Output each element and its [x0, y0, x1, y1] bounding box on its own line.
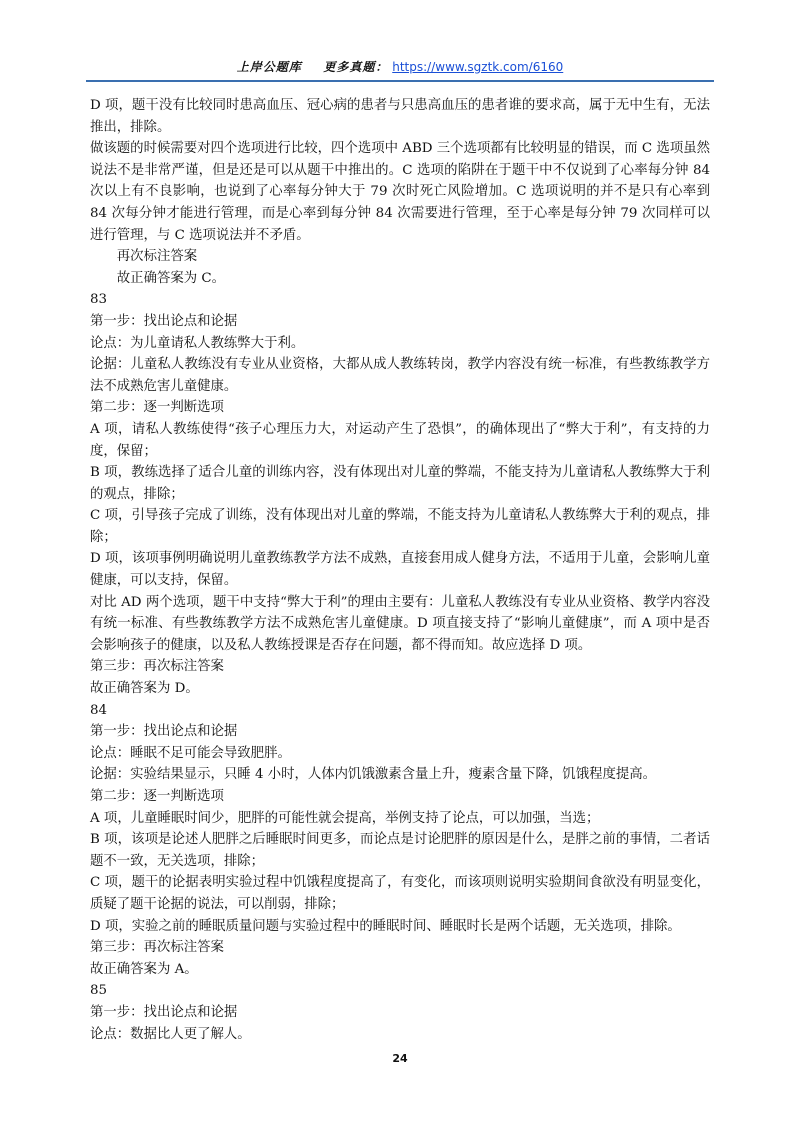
- paragraph: 论点：为儿童请私人教练弊大于利。: [90, 335, 305, 351]
- more-questions-label: 更多真题：: [323, 60, 389, 74]
- paragraph: 论点：数据比人更了解人。: [90, 1026, 251, 1042]
- paragraph: C 项，引导孩子完成了训练，没有体现出对儿童的弊端，不能支持为儿童请私人教练弊大于利的观点，排除；: [90, 508, 710, 545]
- paragraph: A 项，请私人教练使得“孩子心理压力大，对运动产生了恐惧”，的确体现出了“弊大于利”，有支持的力度，保留；: [90, 421, 710, 459]
- paragraph: 84: [90, 702, 108, 718]
- paragraph: 第二步：逐一判断选项: [90, 400, 224, 416]
- paragraph: 第三步：再次标注答案: [90, 659, 224, 675]
- paragraph: 对比 AD 两个选项，题干中支持“弊大于利”的理由主要有：儿童私人教练没有专业从业资格、教学内容没有统一标准、有些教练教学方法不成熟危害儿童健康。D 项直接支持了“影响儿童健康”，而 A 项中是否会影响孩子的健康，以及私人教练授课是否存在问题，都不得而知。故应选择 D 项。: [90, 594, 710, 653]
- document-body: [90, 95, 710, 1045]
- paragraph: 做该题的时候需要对四个选项进行比较，四个选项中 ABD 三个选项都有比较明显的错误，而 C 选项虽然说法不是非常严谨，但是还是可以从题干中推出的。C 选项的陷阱在于题干中不仅说到了心率每分钟 84 次以上有不良影响，也说到了心率每分钟大于 79 次时死亡风险增加。C 选项说明的并不是只有心率到 84 次每分钟才能进行管理，而是心率到每分钟 84 次需要进行管理，至于心率是每分钟 79 次同样可以进行管理，与 C 选项说法并不矛盾。: [90, 141, 710, 243]
- paragraph: D 项，题干没有比较同时患高血压、冠心病的患者与只患高血压的患者谁的要求高，属于无中生有，无法推出，排除。: [90, 98, 710, 135]
- header-link[interactable]: https://www.sgztk.com/6160: [392, 60, 564, 74]
- paragraph: 论据：实验结果显示，只睡 4 小时，人体内饥饿激素含量上升，瘦素含量下降，饥饿程度提高。: [90, 767, 657, 783]
- paragraph: A 项，儿童睡眠时间少，肥胖的可能性就会提高，举例支持了论点，可以加强，当选；: [90, 810, 600, 826]
- paragraph: 第一步：找出论点和论据: [90, 313, 238, 329]
- paragraph: B 项，该项是论述人肥胖之后睡眠时间更多，而论点是讨论肥胖的原因是什么，是胖之前的事情，二者话题不一致，无关选项，排除；: [90, 832, 710, 869]
- paragraph: 故正确答案为 A。: [90, 961, 198, 977]
- paragraph: 第二步：逐一判断选项: [90, 789, 224, 804]
- paragraph: 第一步：找出论点和论据: [90, 1004, 238, 1020]
- brand-name: 上岸公题库: [236, 60, 302, 74]
- paragraph: 故正确答案为 C。: [116, 270, 226, 286]
- paragraph: B 项，教练选择了适合儿童的训练内容，没有体现出对儿童的弊端，不能支持为儿童请私人教练弊大于利的观点，排除；: [90, 465, 710, 502]
- paragraph: D 项，实验之前的睡眠质量问题与实验过程中的睡眠时间、睡眠时长是两个话题，无关选项，排除。: [90, 918, 681, 934]
- paragraph: D 项，该项事例明确说明儿童教练教学方法不成熟，直接套用成人健身方法，不适用于儿童，会影响儿童健康，可以支持，保留。: [90, 551, 710, 589]
- paragraph: C 项，题干的论据表明实验过程中饥饿程度提高了，有变化，而该项则说明实验期间食欲没有明显变化，质疑了题干论据的说法，可以削弱，排除；: [90, 875, 710, 912]
- paragraph: 第三步：再次标注答案: [90, 940, 224, 956]
- paragraph: 论点：睡眠不足可能会导致肥胖。: [90, 745, 291, 761]
- paragraph: 83: [90, 292, 108, 308]
- paragraph: 第一步：找出论点和论据: [90, 724, 238, 740]
- paragraph: 85: [90, 983, 108, 999]
- paragraph: 故正确答案为 D。: [90, 681, 199, 697]
- page-number: 24: [392, 1052, 408, 1065]
- page-header: [0, 58, 800, 75]
- paragraph: 论据：儿童私人教练没有专业从业资格，大都从成人教练转岗，教学内容没有统一标准，有些教练教学方法不成熟危害儿童健康。: [90, 357, 710, 394]
- paragraph: 再次标注答案: [116, 249, 198, 265]
- header-divider: [86, 80, 714, 82]
